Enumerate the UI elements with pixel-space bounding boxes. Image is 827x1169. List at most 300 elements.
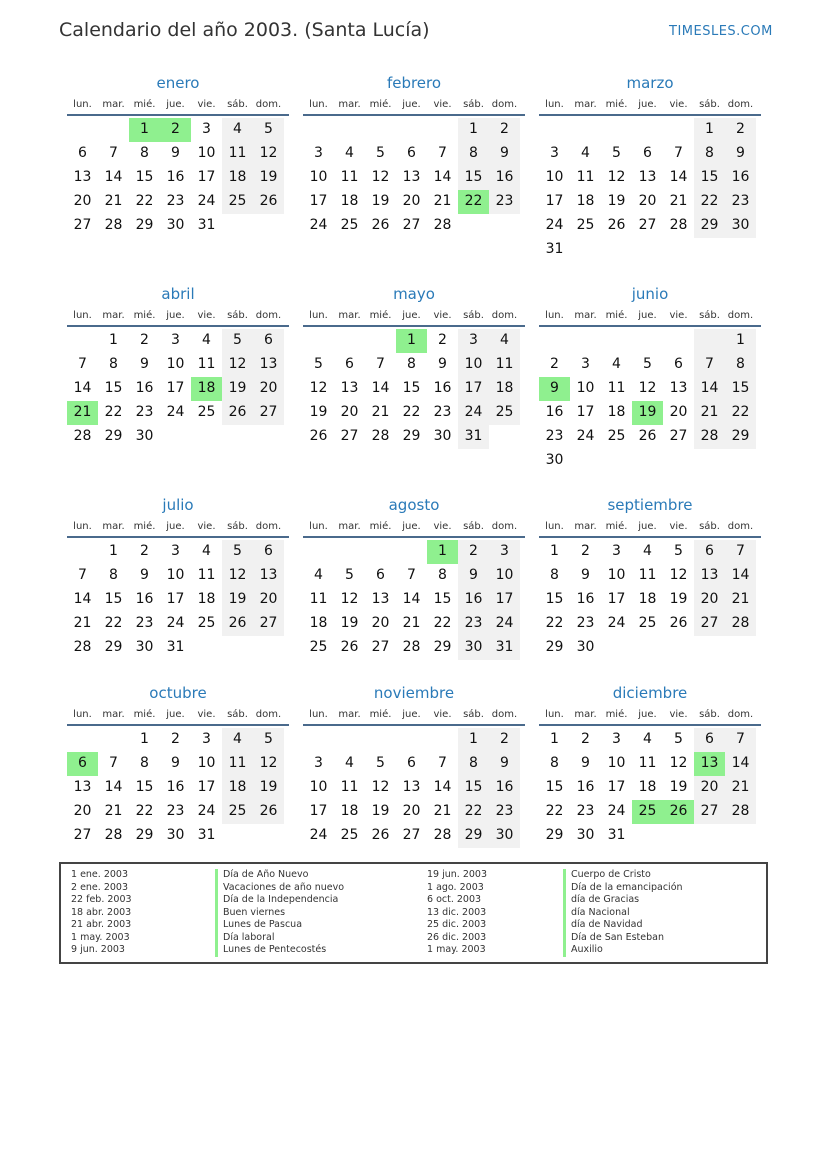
weekday-label: lun. — [545, 310, 564, 321]
day-cell: 19 — [607, 193, 626, 209]
day-cell: 26 — [669, 615, 688, 631]
weekday-label: vie. — [669, 99, 688, 110]
day-cell: 18 — [222, 776, 253, 800]
day-cell: 6 — [253, 329, 284, 353]
day-cell: 5 — [674, 543, 683, 559]
day-cell: 12 — [669, 567, 688, 583]
day-cell: 4 — [202, 332, 211, 348]
day-cell: 1 — [109, 332, 118, 348]
weekday-label: mié. — [133, 521, 156, 532]
weekday-label: lun. — [73, 310, 92, 321]
empty-cell — [365, 540, 396, 564]
day-cell: 30 — [545, 452, 564, 468]
weekday-label: vie. — [433, 521, 452, 532]
day-cell: 21 — [694, 401, 725, 425]
weekday-label: dom. — [727, 310, 754, 321]
weekday-label: jue. — [166, 310, 185, 321]
day-cell: 23 — [135, 404, 154, 420]
day-cell: 10 — [197, 145, 216, 161]
weekday-header — [539, 305, 761, 327]
weekday-label: lun. — [309, 310, 328, 321]
weekday-label: lun. — [73, 521, 92, 532]
day-cell: 13 — [669, 380, 688, 396]
day-cell: 19 — [371, 193, 390, 209]
day-cell: 21 — [104, 193, 123, 209]
day-cell: 17 — [545, 193, 564, 209]
legend-dates-col-1 — [71, 869, 132, 957]
day-cell: 24 — [458, 401, 489, 425]
day-cell: 31 — [197, 217, 216, 233]
day-cell: 26 — [222, 612, 253, 636]
day-cell: 19 — [669, 779, 688, 795]
day-cell: 2 — [725, 118, 756, 142]
day-cell: 24 — [309, 217, 328, 233]
day-cell: 14 — [104, 169, 123, 185]
day-cell: 15 — [694, 166, 725, 190]
weekday-header — [67, 704, 289, 726]
month-abril — [67, 283, 289, 449]
weekday-label: sáb. — [227, 709, 248, 720]
weekday-label: mié. — [605, 310, 628, 321]
day-cell: 17 — [309, 193, 328, 209]
weekday-label: vie. — [669, 521, 688, 532]
day-cell: 9 — [140, 356, 149, 372]
weekday-label: jue. — [402, 709, 421, 720]
day-cell: 4 — [314, 567, 323, 583]
legend-holiday-date: 18 abr. 2003 — [71, 906, 132, 918]
day-cell: 3 — [458, 329, 489, 353]
day-cell: 9 — [171, 755, 180, 771]
legend-holiday-date: 6 oct. 2003 — [427, 894, 482, 905]
weekday-header — [539, 516, 761, 538]
day-cell: 20 — [253, 377, 284, 401]
month-name: abril — [161, 285, 195, 303]
day-cell: 30 — [166, 217, 185, 233]
day-cell: 15 — [458, 166, 489, 190]
day-cell: 12 — [371, 169, 390, 185]
day-cell: 5 — [222, 540, 253, 564]
day-cell: 21 — [725, 776, 756, 800]
legend-holiday-name: Día de la emancipación — [563, 882, 683, 895]
day-cell: 11 — [638, 755, 657, 771]
day-cell: 4 — [612, 356, 621, 372]
day-cell: 6 — [78, 145, 87, 161]
day-cell: 24 — [166, 615, 185, 631]
empty-cell — [334, 728, 365, 752]
day-cell: 10 — [607, 567, 626, 583]
legend-holiday-date: 26 dic. 2003 — [427, 931, 487, 943]
legend-holiday-name: día de Navidad — [563, 919, 683, 932]
day-cell: 27 — [402, 827, 421, 843]
day-cell: 24 — [197, 803, 216, 819]
month-septiembre — [539, 494, 761, 660]
day-cell: 28 — [402, 639, 421, 655]
day-cell: 14 — [73, 591, 92, 607]
weekday-label: jue. — [402, 521, 421, 532]
day-cell: 8 — [458, 752, 489, 776]
weekday-label: dom. — [727, 99, 754, 110]
day-cell: 11 — [576, 169, 595, 185]
day-cell: 5 — [222, 329, 253, 353]
month-julio — [67, 494, 289, 660]
weekday-label: vie. — [669, 709, 688, 720]
weekday-label: dom. — [491, 709, 518, 720]
day-cell: 23 — [166, 803, 185, 819]
day-cell: 23 — [489, 800, 520, 824]
day-cell: 25 — [638, 615, 657, 631]
day-cell: 29 — [458, 824, 489, 848]
day-cell: 27 — [371, 639, 390, 655]
day-cell: 22 — [104, 615, 123, 631]
day-cell: 8 — [407, 356, 416, 372]
day-cell: 8 — [694, 142, 725, 166]
day-grid — [67, 540, 289, 660]
holiday-day-cell: 6 — [67, 752, 98, 776]
day-cell: 30 — [576, 639, 595, 655]
weekday-label: jue. — [402, 99, 421, 110]
day-cell: 5 — [253, 118, 284, 142]
weekday-header — [67, 305, 289, 327]
day-cell: 8 — [550, 567, 559, 583]
day-cell: 6 — [694, 540, 725, 564]
day-grid — [539, 118, 761, 262]
day-cell: 20 — [669, 404, 688, 420]
day-cell: 8 — [458, 142, 489, 166]
day-cell: 29 — [135, 217, 154, 233]
day-cell: 19 — [669, 591, 688, 607]
day-cell: 1 — [109, 543, 118, 559]
day-cell: 9 — [458, 564, 489, 588]
weekday-header — [303, 305, 525, 327]
weekday-label: mar. — [102, 709, 125, 720]
month-name: junio — [631, 285, 669, 303]
month-noviembre — [303, 682, 525, 848]
day-cell: 7 — [674, 145, 683, 161]
day-cell: 24 — [166, 404, 185, 420]
month-name: mayo — [393, 285, 435, 303]
day-cell: 22 — [694, 190, 725, 214]
day-grid — [539, 540, 761, 660]
empty-cell — [663, 118, 694, 142]
weekday-label: mar. — [102, 310, 125, 321]
weekday-label: sáb. — [227, 310, 248, 321]
legend-names-col-2 — [563, 869, 683, 957]
weekday-label: vie. — [433, 709, 452, 720]
day-cell: 17 — [197, 779, 216, 795]
day-cell: 16 — [166, 779, 185, 795]
day-cell: 3 — [202, 121, 211, 137]
day-cell: 11 — [340, 779, 359, 795]
legend-holiday-date: 21 abr. 2003 — [71, 919, 132, 930]
day-cell: 2 — [140, 543, 149, 559]
day-cell: 14 — [433, 779, 452, 795]
day-cell: 27 — [73, 217, 92, 233]
day-cell: 3 — [314, 145, 323, 161]
weekday-label: dom. — [255, 521, 282, 532]
weekday-label: dom. — [727, 521, 754, 532]
day-cell: 21 — [73, 615, 92, 631]
day-cell: 28 — [433, 217, 452, 233]
day-cell: 20 — [371, 615, 390, 631]
day-cell: 14 — [73, 380, 92, 396]
holiday-day-cell: 19 — [632, 401, 663, 425]
holiday-day-cell: 13 — [694, 752, 725, 776]
day-cell: 10 — [197, 755, 216, 771]
weekday-label: sáb. — [227, 99, 248, 110]
empty-cell — [570, 118, 601, 142]
site-logo[interactable]: TIMESLES.COM — [669, 24, 773, 39]
day-cell: 27 — [253, 612, 284, 636]
day-cell: 6 — [253, 540, 284, 564]
weekday-label: jue. — [638, 310, 657, 321]
day-cell: 28 — [73, 428, 92, 444]
day-cell: 7 — [109, 145, 118, 161]
day-cell: 16 — [576, 591, 595, 607]
empty-cell — [396, 728, 427, 752]
weekday-label: mar. — [574, 310, 597, 321]
weekday-label: mar. — [574, 99, 597, 110]
day-cell: 19 — [253, 776, 284, 800]
day-cell: 23 — [545, 428, 564, 444]
day-grid — [67, 329, 289, 449]
day-cell: 8 — [550, 755, 559, 771]
empty-cell — [98, 728, 129, 752]
month-enero — [67, 72, 289, 238]
day-cell: 11 — [607, 380, 626, 396]
day-cell: 1 — [140, 731, 149, 747]
day-cell: 8 — [140, 145, 149, 161]
day-cell: 21 — [725, 588, 756, 612]
day-cell: 21 — [104, 803, 123, 819]
day-cell: 10 — [166, 567, 185, 583]
day-cell: 31 — [607, 827, 626, 843]
holiday-day-cell: 1 — [427, 540, 458, 564]
day-cell: 15 — [135, 169, 154, 185]
day-cell: 30 — [489, 824, 520, 848]
day-cell: 29 — [135, 827, 154, 843]
day-cell: 10 — [489, 564, 520, 588]
day-cell: 18 — [340, 803, 359, 819]
day-cell: 15 — [433, 591, 452, 607]
day-cell: 2 — [581, 731, 590, 747]
month-name: septiembre — [607, 496, 693, 514]
weekday-label: jue. — [166, 99, 185, 110]
day-cell: 15 — [545, 779, 564, 795]
month-name: febrero — [386, 74, 442, 92]
day-cell: 1 — [458, 728, 489, 752]
day-cell: 23 — [489, 190, 520, 214]
day-cell: 27 — [638, 217, 657, 233]
day-cell: 20 — [340, 404, 359, 420]
month-agosto — [303, 494, 525, 660]
day-cell: 5 — [612, 145, 621, 161]
day-cell: 12 — [253, 752, 284, 776]
holiday-day-cell: 18 — [191, 377, 222, 401]
legend-holiday-date: 9 jun. 2003 — [71, 944, 125, 955]
day-cell: 28 — [104, 217, 123, 233]
page-title: Calendario del año 2003. (Santa Lucía) — [59, 19, 430, 41]
day-cell: 17 — [458, 377, 489, 401]
day-cell: 9 — [725, 142, 756, 166]
weekday-label: mié. — [369, 310, 392, 321]
day-cell: 22 — [458, 800, 489, 824]
weekday-label: mié. — [605, 99, 628, 110]
legend-holiday-name: Día de Año Nuevo — [215, 869, 344, 882]
day-cell: 30 — [166, 827, 185, 843]
day-cell: 17 — [489, 588, 520, 612]
day-cell: 11 — [197, 567, 216, 583]
empty-cell — [632, 118, 663, 142]
day-cell: 26 — [371, 827, 390, 843]
legend-holiday-name: Día laboral — [215, 932, 344, 945]
weekday-label: lun. — [545, 99, 564, 110]
day-cell: 26 — [638, 428, 657, 444]
weekday-header — [539, 704, 761, 726]
weekday-label: mié. — [369, 521, 392, 532]
month-name: noviembre — [373, 684, 455, 702]
day-cell: 1 — [550, 731, 559, 747]
day-cell: 19 — [222, 588, 253, 612]
day-cell: 18 — [489, 377, 520, 401]
day-cell: 30 — [725, 214, 756, 238]
day-cell: 4 — [643, 731, 652, 747]
day-cell: 31 — [166, 639, 185, 655]
day-cell: 7 — [78, 567, 87, 583]
day-cell: 20 — [694, 776, 725, 800]
day-cell: 11 — [222, 142, 253, 166]
day-cell: 6 — [694, 728, 725, 752]
day-cell: 27 — [253, 401, 284, 425]
weekday-label: lun. — [545, 521, 564, 532]
day-cell: 2 — [458, 540, 489, 564]
legend-holiday-date: 2 ene. 2003 — [71, 881, 128, 893]
day-cell: 24 — [489, 612, 520, 636]
day-cell: 25 — [197, 615, 216, 631]
day-cell: 31 — [545, 241, 564, 257]
day-cell: 3 — [314, 755, 323, 771]
day-cell: 29 — [725, 425, 756, 449]
month-name: diciembre — [612, 684, 688, 702]
day-cell: 1 — [694, 118, 725, 142]
day-cell: 12 — [638, 380, 657, 396]
month-marzo — [539, 72, 761, 262]
day-cell: 19 — [222, 377, 253, 401]
legend-holiday-date: 1 ago. 2003 — [427, 881, 484, 893]
empty-cell — [98, 118, 129, 142]
day-cell: 18 — [607, 404, 626, 420]
day-cell: 22 — [104, 404, 123, 420]
day-cell: 7 — [694, 353, 725, 377]
day-cell: 29 — [433, 639, 452, 655]
day-cell: 2 — [489, 118, 520, 142]
day-cell: 17 — [607, 779, 626, 795]
day-cell: 23 — [135, 615, 154, 631]
legend-holiday-name: Lunes de Pentecostés — [215, 944, 344, 957]
day-cell: 1 — [725, 329, 756, 353]
legend-holiday-name: Auxilio — [563, 944, 683, 957]
month-diciembre — [539, 682, 761, 848]
day-cell: 12 — [222, 353, 253, 377]
day-cell: 31 — [197, 827, 216, 843]
day-cell: 21 — [433, 193, 452, 209]
day-cell: 12 — [607, 169, 626, 185]
day-cell: 30 — [135, 428, 154, 444]
weekday-header — [539, 94, 761, 116]
day-cell: 24 — [576, 428, 595, 444]
day-cell: 5 — [674, 731, 683, 747]
weekday-label: mié. — [133, 310, 156, 321]
holiday-day-cell: 1 — [129, 118, 160, 142]
empty-cell — [67, 118, 98, 142]
day-cell: 8 — [725, 353, 756, 377]
day-cell: 6 — [407, 755, 416, 771]
weekday-header — [67, 94, 289, 116]
day-cell: 14 — [104, 779, 123, 795]
weekday-label: mar. — [338, 521, 361, 532]
empty-cell — [601, 118, 632, 142]
day-cell: 27 — [694, 800, 725, 824]
weekday-label: sáb. — [699, 99, 720, 110]
weekday-label: mar. — [574, 521, 597, 532]
empty-cell — [601, 329, 632, 353]
weekday-label: sáb. — [227, 521, 248, 532]
empty-cell — [694, 329, 725, 353]
day-cell: 9 — [438, 356, 447, 372]
empty-cell — [539, 118, 570, 142]
weekday-label: mar. — [338, 709, 361, 720]
day-cell: 17 — [576, 404, 595, 420]
day-cell: 26 — [253, 800, 284, 824]
day-cell: 20 — [694, 588, 725, 612]
day-cell: 3 — [612, 543, 621, 559]
day-cell: 11 — [489, 353, 520, 377]
legend-holiday-date: 1 ene. 2003 — [71, 869, 128, 880]
legend-holiday-name: Día de la Independencia — [215, 894, 344, 907]
day-cell: 26 — [309, 428, 328, 444]
weekday-label: sáb. — [463, 521, 484, 532]
month-name: enero — [156, 74, 200, 92]
empty-cell — [539, 329, 570, 353]
day-cell: 15 — [545, 591, 564, 607]
day-cell: 12 — [371, 779, 390, 795]
day-cell: 7 — [438, 145, 447, 161]
day-cell: 7 — [407, 567, 416, 583]
month-name: agosto — [388, 496, 440, 514]
weekday-label: dom. — [255, 99, 282, 110]
empty-cell — [303, 728, 334, 752]
day-cell: 4 — [222, 118, 253, 142]
weekday-label: lun. — [309, 521, 328, 532]
weekday-label: jue. — [638, 709, 657, 720]
holiday-day-cell: 21 — [67, 401, 98, 425]
day-cell: 7 — [725, 728, 756, 752]
weekday-label: mié. — [133, 709, 156, 720]
day-cell: 9 — [581, 567, 590, 583]
day-cell: 13 — [638, 169, 657, 185]
day-cell: 7 — [725, 540, 756, 564]
day-cell: 2 — [140, 332, 149, 348]
day-cell: 6 — [376, 567, 385, 583]
day-grid — [303, 329, 525, 449]
day-cell: 5 — [643, 356, 652, 372]
day-grid — [67, 118, 289, 238]
weekday-label: mar. — [338, 99, 361, 110]
day-cell: 27 — [73, 827, 92, 843]
day-cell: 23 — [433, 404, 452, 420]
weekday-label: vie. — [669, 310, 688, 321]
empty-cell — [67, 540, 98, 564]
weekday-label: sáb. — [463, 709, 484, 720]
